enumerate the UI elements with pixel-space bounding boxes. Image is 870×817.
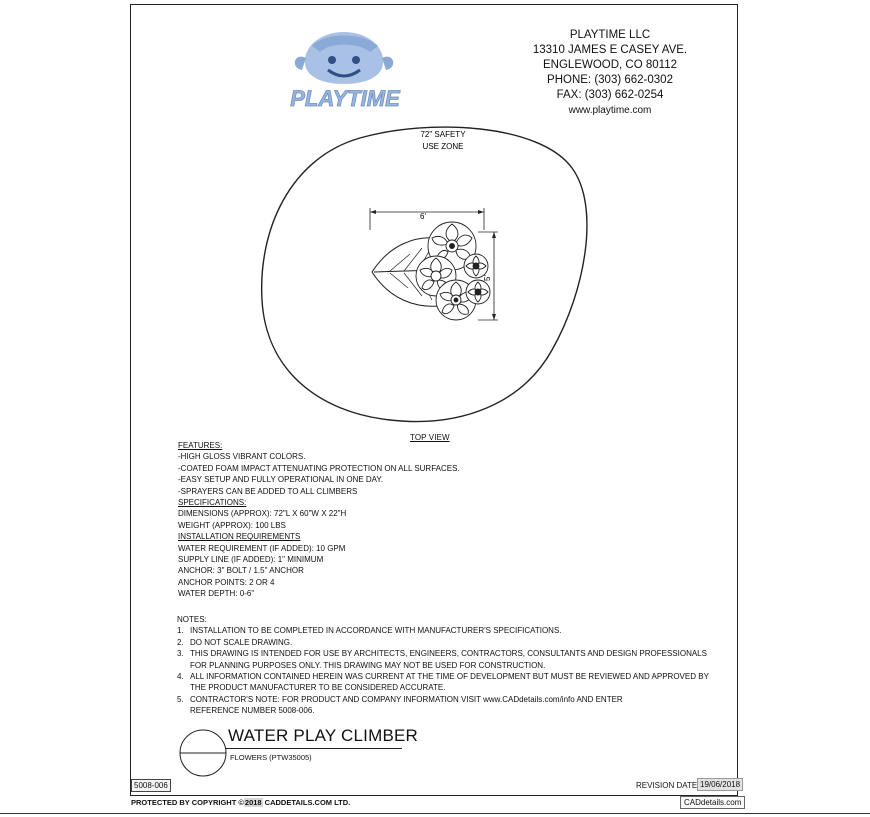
note-number: 2. xyxy=(177,637,184,647)
title-symbol-icon xyxy=(178,728,228,778)
title-underline xyxy=(226,748,402,749)
reference-code: 5008-006 xyxy=(131,779,171,792)
copyright-suffix: CADDETAILS.COM LTD. xyxy=(262,798,351,807)
note-text: INSTALLATION TO BE COMPLETED IN ACCORDANCE WITH MANUFACTURER'S SPECIFICATIONS. xyxy=(190,626,562,636)
installation-heading: INSTALLATION REQUIREMENTS xyxy=(178,532,301,542)
note-number: 4. xyxy=(177,672,184,682)
drawing-subtitle: FLOWERS (PTW35005) xyxy=(230,753,312,762)
feature-item: -EASY SETUP AND FULLY OPERATIONAL IN ONE DAY. xyxy=(178,475,383,485)
note-text-continued: THE PRODUCT MANUFACTURER TO BE CONSIDERED ACCURATE. xyxy=(190,683,446,693)
company-address-line1: 13310 JAMES E CASEY AVE. xyxy=(532,44,688,56)
specification-item: DIMENSIONS (APPROX): 72"L X 60"W X 22"H xyxy=(178,509,347,519)
copyright-year: 2018 xyxy=(244,798,262,807)
height-dimension-label: 5' xyxy=(483,275,492,281)
note-number: 5. xyxy=(177,694,184,704)
flower-right-bottom xyxy=(466,280,490,304)
note-text: DO NOT SCALE DRAWING. xyxy=(190,637,293,647)
note-item xyxy=(177,671,709,682)
note-item xyxy=(177,625,709,636)
company-address-line2: ENGLEWOOD, CO 80112 xyxy=(543,59,677,71)
note-text-continued: REFERENCE NUMBER 5008-006. xyxy=(190,706,315,716)
safety-zone-label-1: 72" SAFETY xyxy=(420,130,466,139)
company-name: PLAYTIME LLC xyxy=(569,29,651,41)
note-number: 3. xyxy=(177,649,184,659)
feature-item: -COATED FOAM IMPACT ATTENUATING PROTECTION ON ALL SURFACES. xyxy=(178,463,460,473)
specifications-block xyxy=(178,440,460,600)
caddetails-badge-link[interactable]: CADdetails.com xyxy=(680,796,745,809)
safety-zone-label-2: USE ZONE xyxy=(422,142,464,151)
installation-item: SUPPLY LINE (IF ADDED): 1" MINIMUM xyxy=(178,555,324,565)
notes-heading: NOTES: xyxy=(177,615,207,624)
revision-date-label: REVISION DATE xyxy=(636,781,698,790)
logo-wordmark: PLAYTIME xyxy=(290,86,400,111)
company-website: www.playtime.com xyxy=(568,105,652,116)
company-phone: PHONE: (303) 662-0302 xyxy=(547,74,673,86)
feature-item: -HIGH GLOSS VIBRANT COLORS. xyxy=(178,452,306,462)
company-fax: FAX: (303) 662-0254 xyxy=(556,89,664,101)
copyright-prefix: PROTECTED BY COPYRIGHT © xyxy=(131,798,244,807)
drawing-title: WATER PLAY CLIMBER xyxy=(228,726,419,745)
specification-item: WEIGHT (APPROX): 100 LBS xyxy=(178,520,286,530)
revision-date-value: 19/06/2018 xyxy=(697,778,743,791)
width-dimension-label: 6' xyxy=(420,212,426,221)
note-text-continued: FOR PLANNING PURPOSES ONLY. THIS DRAWING MAY NOT BE USED FOR CONSTRUCTION. xyxy=(190,660,546,670)
note-text: CONTRACTOR'S NOTE: FOR PRODUCT AND COMPANY INFORMATION VISIT www.CADdetails.com/info AND ENTER xyxy=(190,694,623,704)
company-info xyxy=(520,28,700,118)
features-heading: FEATURES: xyxy=(178,441,223,450)
note-number: 1. xyxy=(177,626,184,636)
note-item xyxy=(177,648,709,659)
specifications-heading: SPECIFICATIONS: xyxy=(178,498,247,508)
note-item xyxy=(177,637,709,648)
installation-item: ANCHOR: 3" BOLT / 1.5" ANCHOR xyxy=(178,566,304,576)
top-view-drawing xyxy=(240,120,620,440)
installation-item: WATER REQUIREMENT (IF ADDED): 10 GPM xyxy=(178,543,346,553)
installation-item: ANCHOR POINTS: 2 OR 4 xyxy=(178,577,275,587)
note-item xyxy=(177,694,709,705)
installation-item: WATER DEPTH: 0-6" xyxy=(178,589,255,599)
flower-right-top xyxy=(464,254,488,278)
top-view-label: TOP VIEW xyxy=(410,433,450,442)
note-text: THIS DRAWING IS INTENDED FOR USE BY ARCHITECTS, ENGINEERS, CONTRACTORS, CONSULTANTS AND DESIGN PROFESSIONALS xyxy=(190,649,707,659)
notes-block xyxy=(177,614,709,717)
feature-item: -SPRAYERS CAN BE ADDED TO ALL CLIMBERS xyxy=(178,486,358,496)
note-text: ALL INFORMATION CONTAINED HEREIN WAS CURRENT AT THE TIME OF DEVELOPMENT BUT MUST BE REVIEWED AND APPROVED BY xyxy=(190,672,709,682)
copyright-notice xyxy=(131,798,350,807)
playtime-logo xyxy=(284,28,406,112)
bottom-rule xyxy=(0,813,870,814)
